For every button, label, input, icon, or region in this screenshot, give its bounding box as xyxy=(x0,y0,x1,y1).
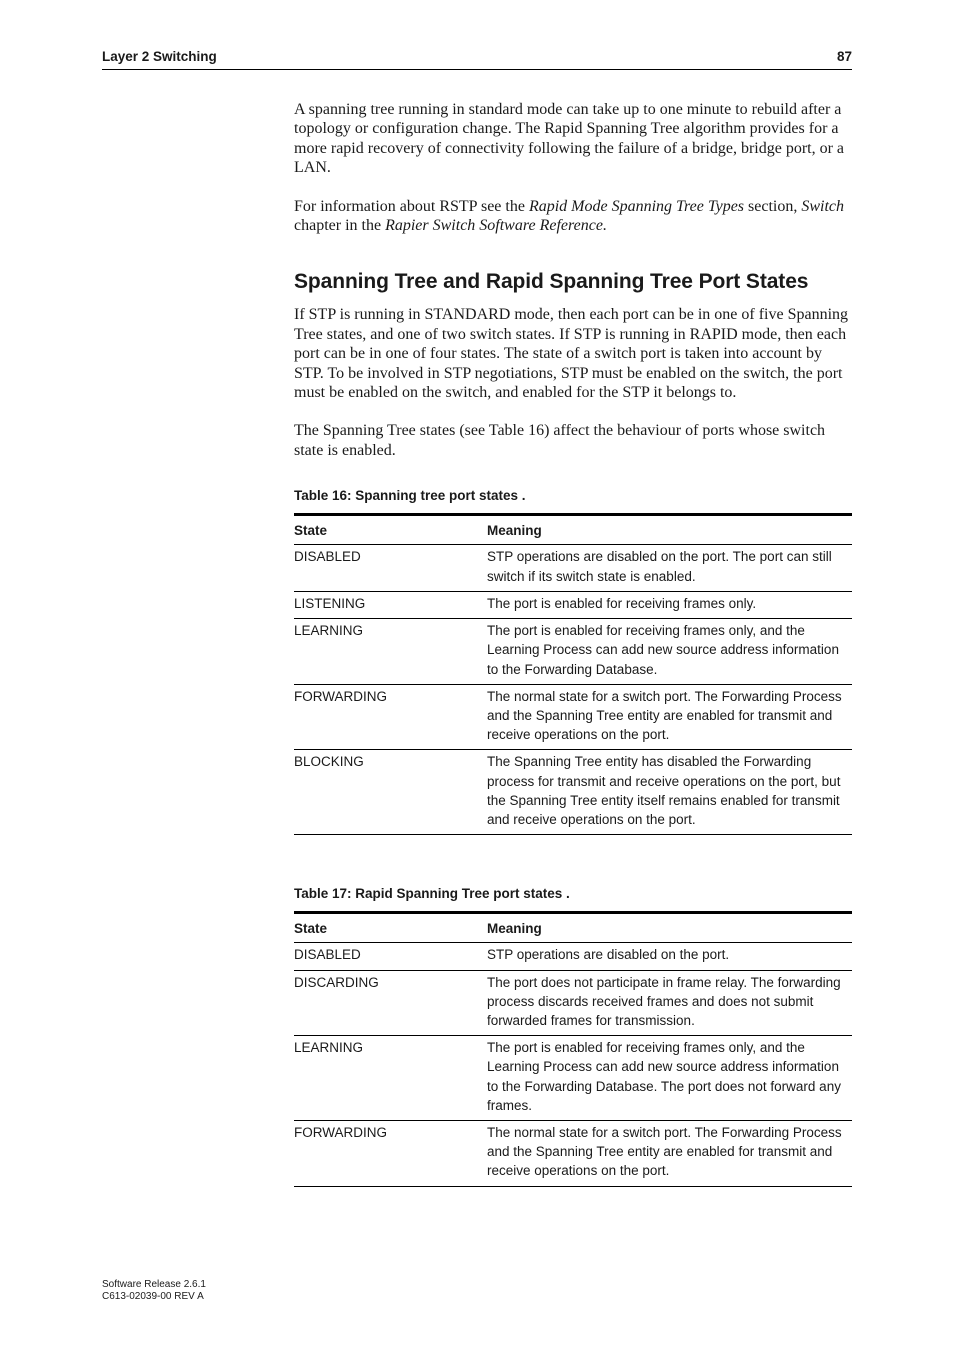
section-heading: Spanning Tree and Rapid Spanning Tree Port States xyxy=(294,270,809,294)
reference-rapid-mode-types: Rapid Mode Spanning Tree Types xyxy=(528,197,745,215)
state-cell: FORWARDING xyxy=(294,684,487,750)
table-row xyxy=(294,545,852,591)
page-header xyxy=(102,48,852,70)
footer-software-release: Software Release 2.6.1 xyxy=(102,1279,206,1290)
state-cell: LISTENING xyxy=(294,591,487,618)
table-row xyxy=(294,750,852,835)
text-run: chapter in the xyxy=(294,217,386,235)
meaning-cell: The normal state for a switch port. The Forwarding Process and the Spanning Tree entity are enabled for transmit and receive operations on the port. xyxy=(487,684,852,750)
table-row xyxy=(294,1120,852,1186)
section-paragraph-1: If STP is running in STANDARD mode, then each port can be in one of five Spanning Tree states, and one of two switch states. If STP is running in RAPID mode, then each port can be in one of four states. The state of a switch port is taken into account by STP. To be involved in STP negotiations, STP must be enabled on the switch, the port must be enabled on the switch, and enabled for the STP it belongs to. xyxy=(294,306,849,402)
column-header-meaning: Meaning xyxy=(487,515,852,545)
table-row xyxy=(294,591,852,618)
reference-software-reference: Rapier Switch Software Reference. xyxy=(385,217,607,235)
state-cell: FORWARDING xyxy=(294,1120,487,1186)
column-header-state: State xyxy=(294,515,487,545)
running-header-title: Layer 2 Switching xyxy=(102,49,217,64)
table-row xyxy=(294,619,852,685)
table-row xyxy=(294,970,852,1036)
table16-caption: Table 16: Spanning tree port states . xyxy=(294,488,526,504)
text-run: section, xyxy=(744,197,802,215)
state-cell: LEARNING xyxy=(294,619,487,685)
state-cell: BLOCKING xyxy=(294,750,487,835)
meaning-cell: The port is enabled for receiving frames only, and the Learning Process can add new source address information to the Forwarding Database. The port does not forward any frames. xyxy=(487,1036,852,1121)
table16-spanning-tree-port-states xyxy=(294,513,852,835)
meaning-cell: The Spanning Tree entity has disabled the Forwarding process for transmit and receive operations on the port, but the Spanning Tree entity itself remains enabled for transmit and receive operations on the port. xyxy=(487,750,852,835)
footer-document-code: C613-02039-00 REV A xyxy=(102,1291,204,1302)
column-header-meaning: Meaning xyxy=(487,913,852,943)
reference-switch-chapter: Switch xyxy=(801,197,845,215)
table-header-row xyxy=(294,515,852,545)
meaning-cell: STP operations are disabled on the port. The port can still switch if its switch state is enabled. xyxy=(487,545,852,591)
page-footer xyxy=(102,1279,206,1303)
meaning-cell: The port does not participate in frame relay. The forwarding process discards received frames and does not submit forwarded frames for transmission. xyxy=(487,970,852,1036)
intro-paragraph-1: A spanning tree running in standard mode can take up to one minute to rebuild after a topology or configuration change. The Rapid Spanning Tree algorithm provides for a more rapid recovery of connectivity following the failure of a bridge, bridge port, or a LAN. xyxy=(294,101,845,177)
state-cell: DISABLED xyxy=(294,545,487,591)
table-row xyxy=(294,1036,852,1121)
text-run: For information about RSTP see the xyxy=(294,197,529,215)
table17-caption: Table 17: Rapid Spanning Tree port states . xyxy=(294,886,570,902)
column-header-state: State xyxy=(294,913,487,943)
state-cell: LEARNING xyxy=(294,1036,487,1121)
state-cell: DISABLED xyxy=(294,943,487,970)
table17-rapid-spanning-tree-port-states xyxy=(294,911,852,1186)
table-row xyxy=(294,684,852,750)
meaning-cell: STP operations are disabled on the port. xyxy=(487,943,852,970)
meaning-cell: The normal state for a switch port. The Forwarding Process and the Spanning Tree entity are enabled for transmit and receive operations on the port. xyxy=(487,1120,852,1186)
table-header-row xyxy=(294,913,852,943)
meaning-cell: The port is enabled for receiving frames only. xyxy=(487,591,852,618)
section-paragraph-2: The Spanning Tree states (see Table 16) affect the behaviour of ports whose switch state is enabled. xyxy=(294,422,826,459)
intro-paragraph-2 xyxy=(294,197,852,236)
meaning-cell: The port is enabled for receiving frames only, and the Learning Process can add new source address information to the Forwarding Database. xyxy=(487,619,852,685)
state-cell: DISCARDING xyxy=(294,970,487,1036)
main-content xyxy=(294,100,852,1187)
page-number: 87 xyxy=(836,49,852,64)
table-row xyxy=(294,943,852,970)
